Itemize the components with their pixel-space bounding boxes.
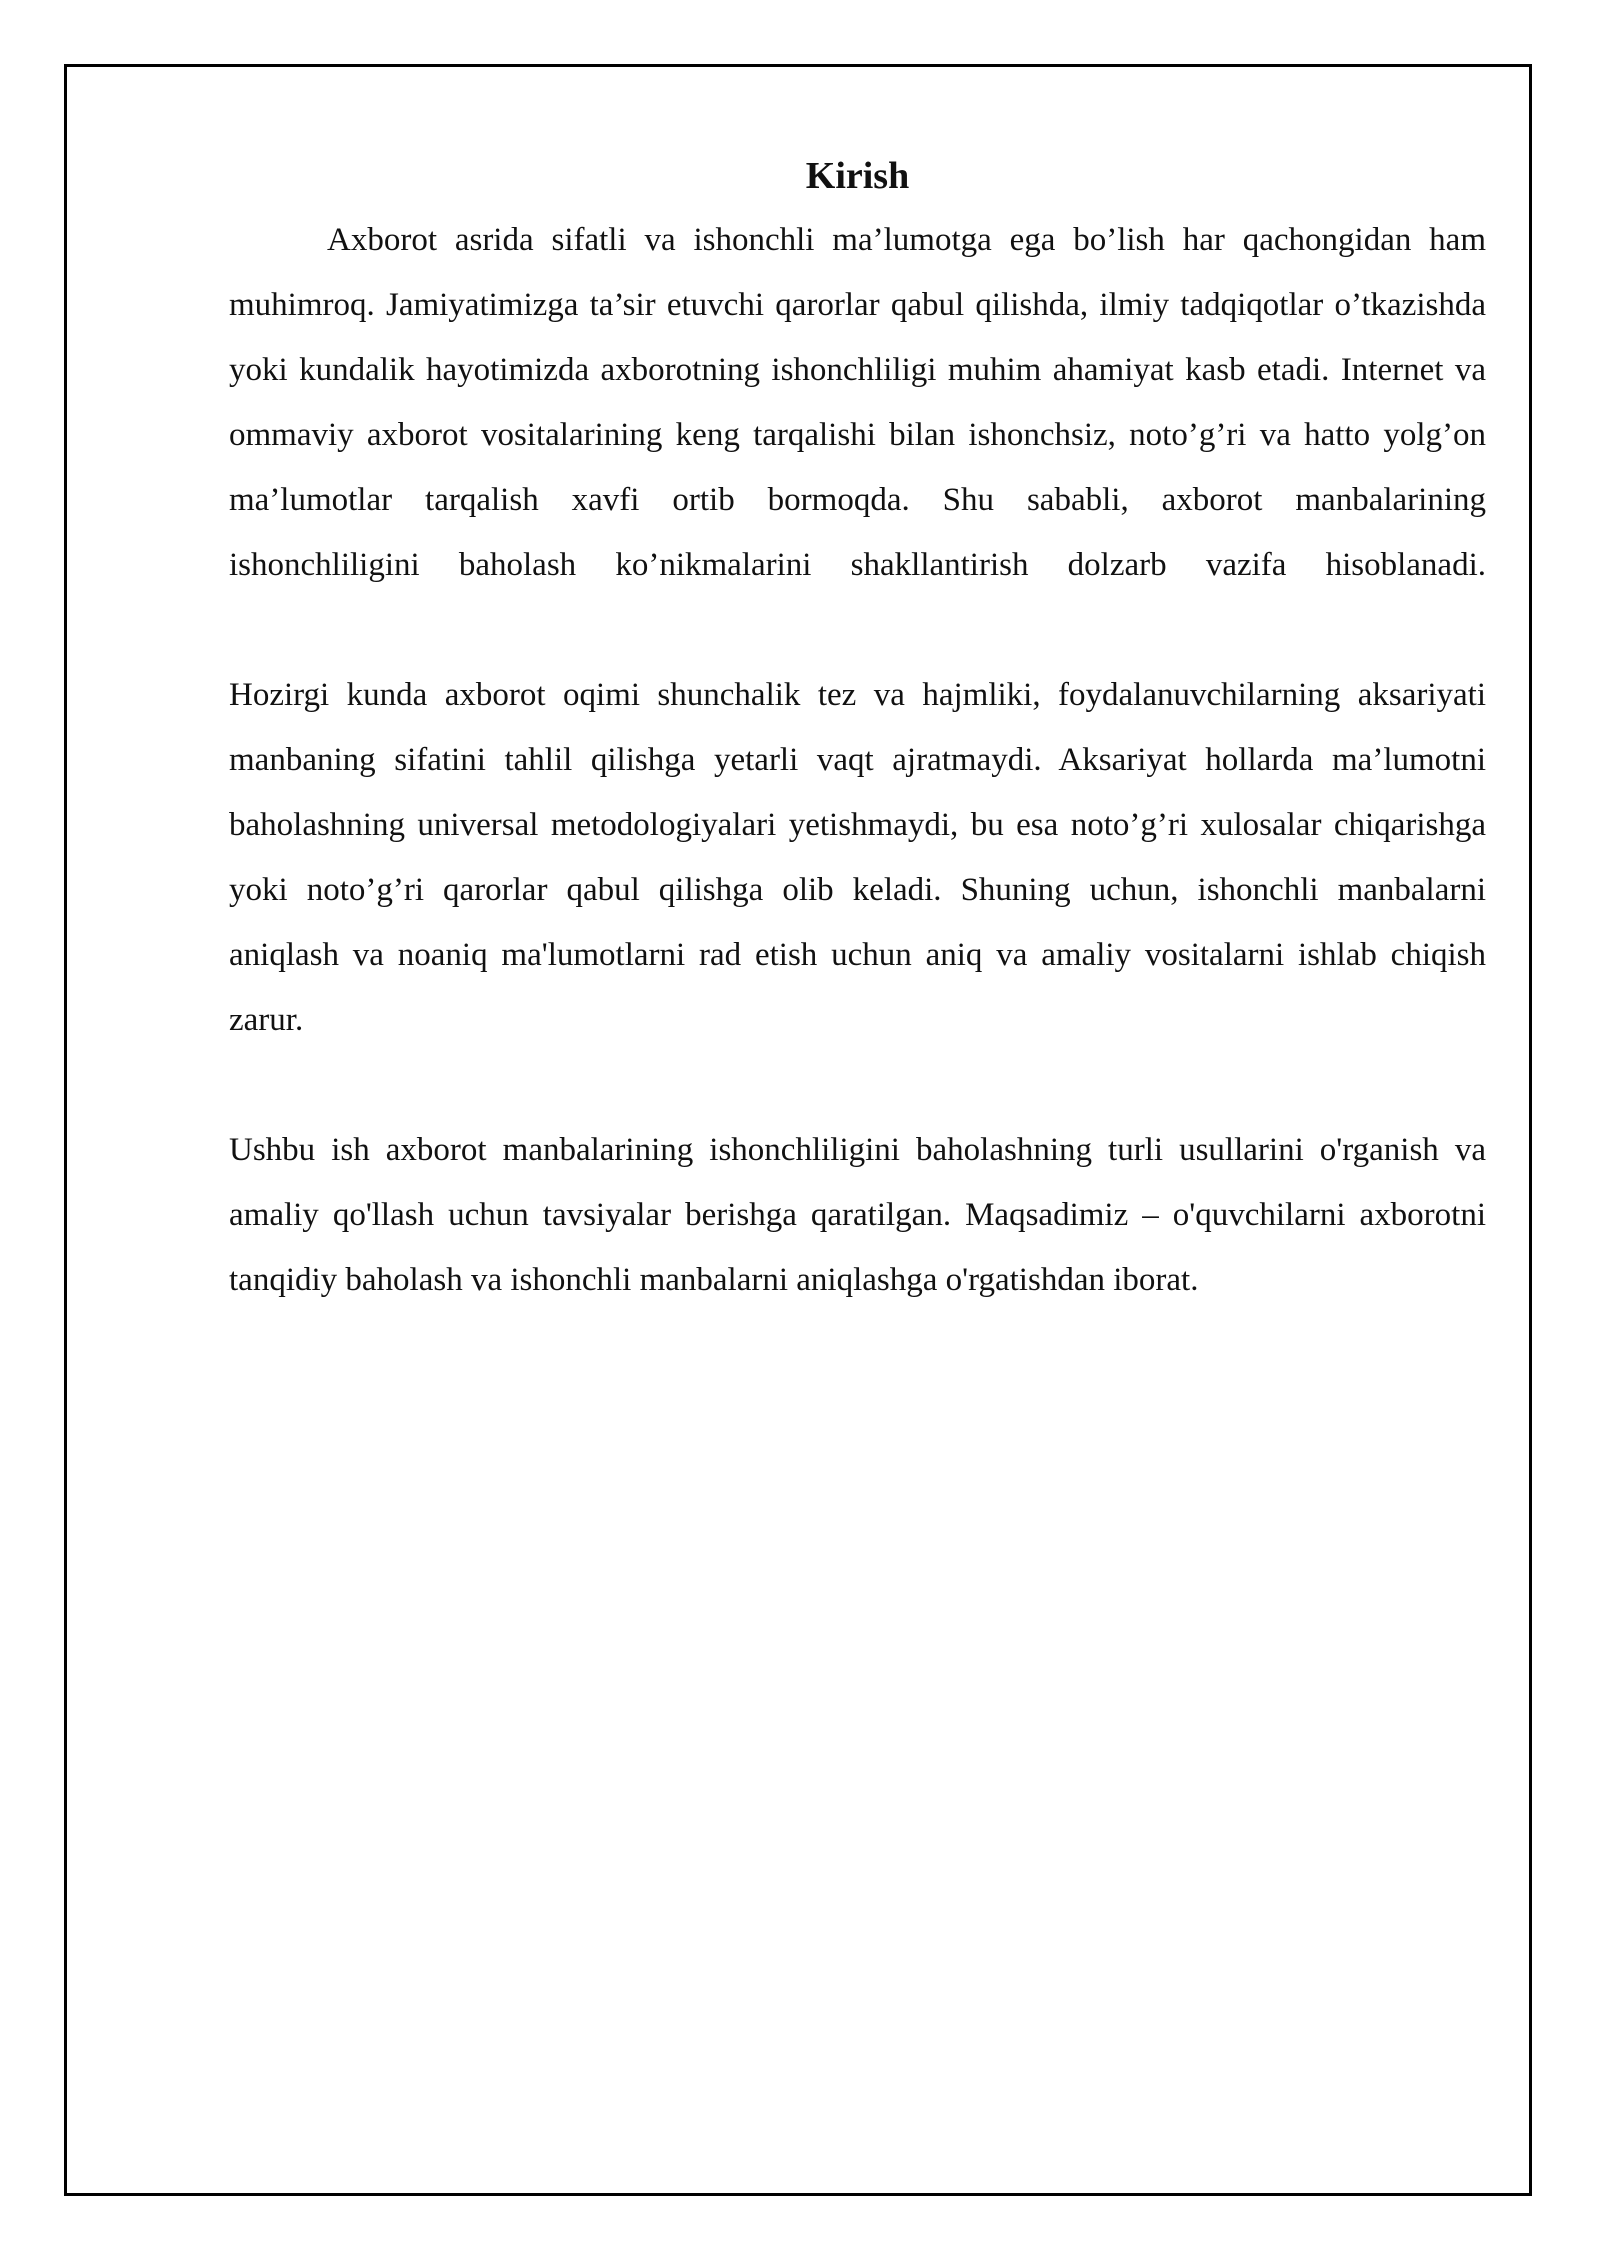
document-title: Kirish (805, 155, 910, 197)
paragraph-spacer (229, 598, 1486, 663)
paragraph-intro: Axborot asrida sifatli va ishonchli ma’lumotga ega bo’lish har qachongidan ham muhimroq. Jamiyatimizga ta’sir etuvchi qarorlar qabul qilishda, ilmiy tadqiqotlar o’tkazishda yoki kundalik hayotimizda axborotning ishonchliligi muhim ahamiyat kasb etadi. Internet va ommaviy axborot vositalarining keng tarqalishi bilan ishonchsiz, noto’g’ri va hatto yolg’on ma’lumotlar tarqalish xavfi ortib bormoqda. Shu sababli, axborot manbalarining ishonchliligini baholash ko’nikmalarini shakllantirish dolzarb vazifa hisoblanadi. (229, 222, 1486, 583)
paragraph-problem: Hozirgi kunda axborot oqimi shunchalik tez va hajmliki, foydalanuvchilarning aksariyati manbaning sifatini tahlil qilishga yetarli vaqt ajratmaydi. Aksariyat hollarda ma’lumotni baholashning universal metodologiyalari yetishmaydi, bu esa noto’g’ri xulosalar chiqarishga yoki noto’g’ri qarorlar qabul qilishga olib keladi. Shuning uchun, ishonchli manbalarni aniqlash va noaniq ma'lumotlarni rad etish uchun aniq va amaliy vositalarni ishlab chiqish zarur. (229, 677, 1486, 1038)
paragraph-spacer (229, 1053, 1486, 1118)
paragraph-goal: Ushbu ish axborot manbalarining ishonchliligini baholashning turli usullarini o'rganish va amaliy qo'llash uchun tavsiyalar berishga qaratilgan. Maqsadimiz – o'quvchilarni axborotni tanqidiy baholash va ishonchli manbalarni aniqlashga o'rgatishdan iborat. (229, 1132, 1486, 1298)
document-body (229, 146, 1486, 1313)
